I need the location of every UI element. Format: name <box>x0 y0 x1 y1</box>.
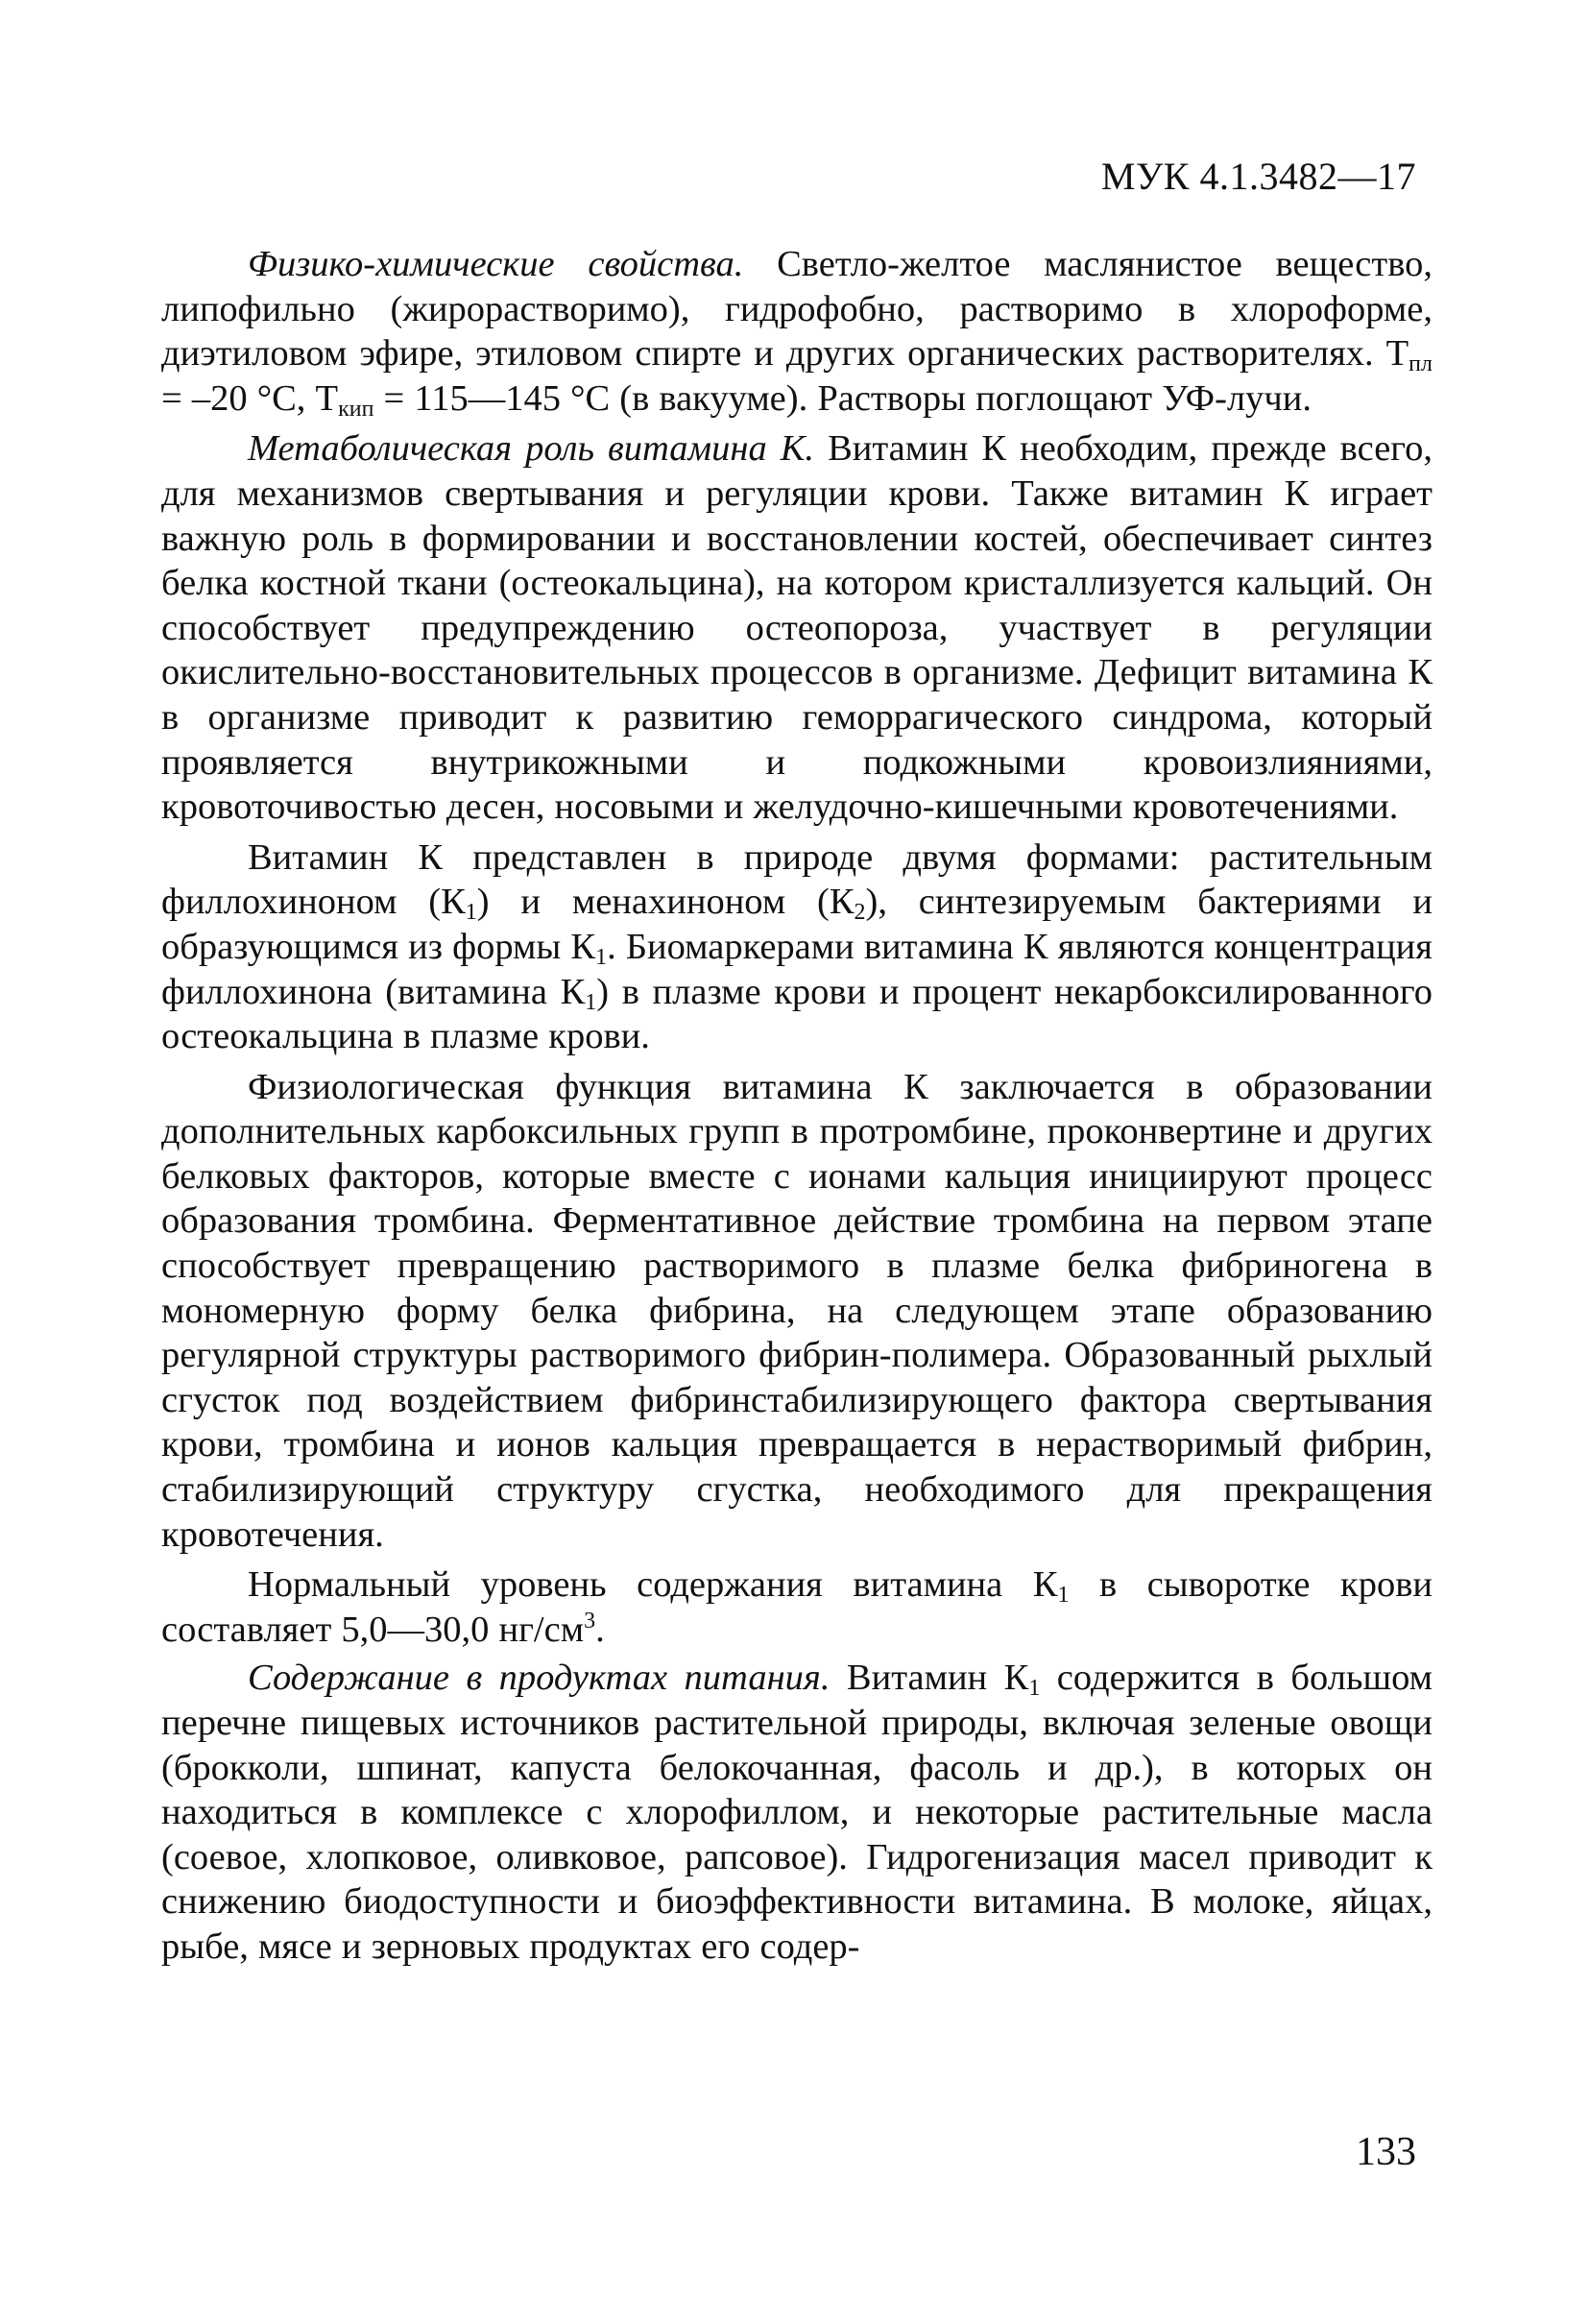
paragraph-text: содержится в большом перечне пищевых источников растительной природы, включая зеленые овощи (брокколи, шпинат, капуста белокочанная, фасоль и др.), в которых он находиться в комплексе с хлорофиллом, и некоторые растительные масла (соевое, хлопковое, оливковое, рапсовое). Гидрогенизация масел приводит к снижению биодоступности и биоэффективности витамина. В молоке, яйцах, рыбе, мясе и зерновых продуктах его содер- <box>161 1658 1433 1967</box>
paragraph-text: ) в плазме крови и процент некарбоксилированного остеокальцина в плазме крови. <box>161 971 1433 1057</box>
subscript: 1 <box>1057 1583 1070 1609</box>
document-code-header: МУК 4.1.3482—17 <box>1100 155 1416 198</box>
subscript-boiling: кип <box>338 396 374 422</box>
subscript: 1 <box>465 900 477 926</box>
subscript: 1 <box>1028 1676 1041 1702</box>
section-lead-physicochemical-properties: Физико-химические свойства. <box>248 244 744 284</box>
superscript: 3 <box>584 1608 596 1634</box>
subscript: 2 <box>854 900 866 926</box>
paragraph-food-content <box>161 1656 1433 1969</box>
paragraph-text: ) и менахиноном (К <box>476 882 855 923</box>
paragraph-text: . <box>595 1609 605 1650</box>
section-lead-food-content: Содержание в продуктах питания. <box>248 1658 831 1699</box>
paragraph-physicochemical-properties <box>161 242 1433 421</box>
paragraph-text: Витамин К необходим, прежде всего, для механизмов свертывания и регуляции крови. Также витамин К играет важную роль в формировании и восстановлении костей, обеспечивает синтез белка костной ткани (остеокальцина), на котором кристаллизуется кальций. Он способствует предупреждению остеопороза, участвует в регуляции окислительно-восстановительных процессов в организме. Дефицит витамина К в организме приводит к развитию геморрагического синдрома, который проявляется внутрикожными и подкожными кровоизлияниями, кровоточивостью десен, носовыми и желудочно-кишечными кровотечениями. <box>161 428 1433 828</box>
subscript: 1 <box>585 989 597 1015</box>
paragraph-text: . Биомаркерами витамина К являются концентрация филлохинона (витамина К <box>161 926 1433 1012</box>
paragraph-text: Нормальный уровень содержания витамина К <box>248 1564 1058 1606</box>
paragraph-vitamin-forms <box>161 835 1433 1059</box>
paragraph-text: Витамин К представлен в природе двумя формами: растительным филлохиноном (К <box>161 836 1433 923</box>
paragraph-normal-level <box>161 1562 1433 1652</box>
paragraph-metabolic-role <box>161 426 1433 829</box>
paragraph-text: ), синтезируемым бактериями и образующимся из формы К <box>161 882 1433 967</box>
paragraph-text: = 115—145 °С (в вакууме). Растворы поглощают УФ-лучи. <box>373 377 1312 419</box>
page-number: 133 <box>1356 2130 1416 2174</box>
section-lead-metabolic-role: Метаболическая роль витамина К. <box>248 428 814 470</box>
paragraph-text: Физиологическая функция витамина К заключается в образовании дополнительных карбоксильных групп в протромбине, проконвертине и других белковых факторов, которые вместе с ионами кальция инициируют процесс образования тромбина. Ферментативное действие тромбина на первом этапе способствует превращению растворимого в плазме белка фибриногена в мономерную форму белка фибрина, на следующем этапе образованию регулярной структуры растворимого фибрин-полимера. Образованный рыхлый сгусток под воздействием фибринстабилизирующего фактора свертывания крови, тромбина и ионов кальция превращается в нерастворимый фибрин, стабилизирующий структуру сгустка, необходимого для прекращения кровотечения. <box>161 1066 1433 1555</box>
subscript-melting: пл <box>1408 351 1433 377</box>
subscript: 1 <box>595 944 608 970</box>
paragraph-text: = –20 °С, Т <box>161 377 339 419</box>
paragraph-text: Светло-желтое маслянистое вещество, липофильно (жирорастворимо), гидрофобно, растворимо в хлороформе, диэтиловом эфире, этиловом спирте и других органических растворителях. Т <box>161 244 1433 375</box>
paragraph-physiological-function <box>161 1065 1433 1558</box>
paragraph-text: Витамин К <box>830 1658 1029 1699</box>
paragraph-text: в сыворотке крови составляет 5,0—30,0 нг/см <box>161 1564 1433 1650</box>
page-body <box>161 242 1433 1975</box>
